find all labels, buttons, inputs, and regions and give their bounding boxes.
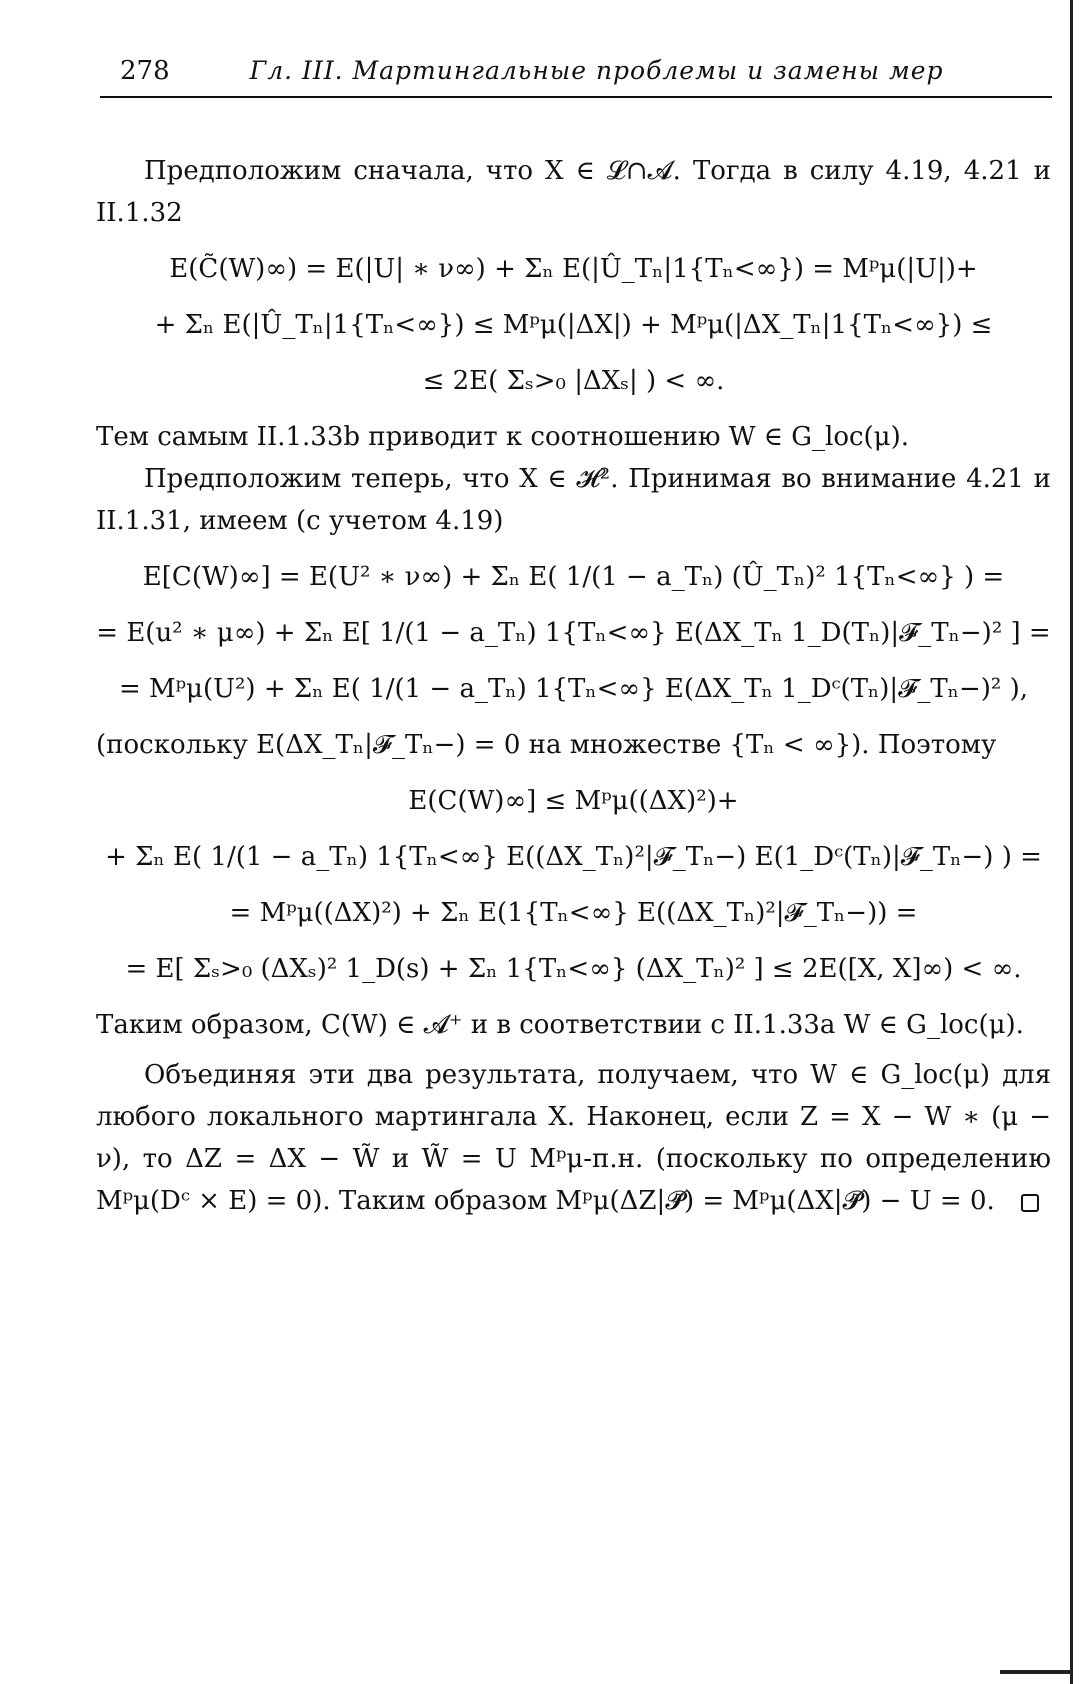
header-rule: [100, 96, 1052, 98]
page-edge-shadow: [1070, 0, 1073, 1684]
equation-3-line-2: + Σₙ E( 1/(1 − a_Tₙ) 1{Tₙ<∞} E((ΔX_Tₙ)²|𝓕_Tₙ−) E(1_Dᶜ(Tₙ)|𝓕_Tₙ−) ) =: [105, 842, 1042, 872]
paragraph-6-text: Объединяя эти два результата, получаем, что W ∈ G_loc(μ) для любого локального мартингала X. Наконец, если Z = X − W ∗ (μ − ν), то ΔZ = ΔX − W̃ и W̃ = U Mᵖμ-п.н. (поскольку по определению Mᵖμ(Dᶜ × E) = 0). Таким образом Mᵖμ(ΔZ|𝓟̃) = Mᵖμ(ΔX|𝓟̃) − U = 0.: [96, 1060, 1051, 1216]
paragraph-2: Тем самым II.1.33b приводит к соотношению W ∈ G_loc(μ).: [96, 422, 909, 452]
paragraph-5: Таким образом, C(W) ∈ 𝓐⁺ и в соответствии с II.1.33a W ∈ G_loc(μ).: [96, 1010, 1024, 1040]
paragraph-1: Предположим сначала, что X ∈ 𝓛∩𝓐. Тогда в силу 4.19, 4.21 и II.1.32: [96, 156, 1051, 228]
page-corner-mark: [1000, 1670, 1070, 1674]
equation-2-line-3: = Mᵖμ(U²) + Σₙ E( 1/(1 − a_Tₙ) 1{Tₙ<∞} E(ΔX_Tₙ 1_Dᶜ(Tₙ)|𝓕_Tₙ−)² ),: [118, 674, 1028, 704]
equation-3-line-4: = E[ Σₛ>₀ (ΔXₛ)² 1_D(s) + Σₙ 1{Tₙ<∞} (ΔX_Tₙ)² ] ≤ 2E([X, X]∞) < ∞.: [125, 954, 1022, 984]
page-number: 278: [120, 56, 170, 86]
equation-1-line-1: E(C̃(W)∞) = E(|U| ∗ ν∞) + Σₙ E(|Û_Tₙ|1{Tₙ<∞}) = Mᵖμ(|U|)+: [169, 254, 978, 284]
running-title: Гл. III. Мартингальные проблемы и замены мер: [249, 56, 944, 85]
page-header: [100, 56, 1050, 96]
page-body: [96, 150, 1051, 1222]
qed-box-icon: [1021, 1194, 1039, 1212]
equation-2-line-2: = E(u² ∗ μ∞) + Σₙ E[ 1/(1 − a_Tₙ) 1{Tₙ<∞} E(ΔX_Tₙ 1_D(Tₙ)|𝓕_Tₙ−)² ] =: [96, 618, 1051, 648]
equation-3-line-3: = Mᵖμ((ΔX)²) + Σₙ E(1{Tₙ<∞} E((ΔX_Tₙ)²|𝓕_Tₙ−)) =: [229, 898, 918, 928]
paragraph-3: Предположим теперь, что X ∈ 𝓗². Принимая во внимание 4.21 и II.1.31, имеем (с учетом 4.19): [96, 464, 1051, 536]
paragraph-4: (поскольку E(ΔX_Tₙ|𝓕_Tₙ−) = 0 на множестве {Tₙ < ∞}). Поэтому: [96, 730, 997, 760]
equation-3-line-1: E(C(W)∞] ≤ Mᵖμ((ΔX)²)+: [408, 786, 739, 816]
equation-1-line-3: ≤ 2E( Σₛ>₀ |ΔXₛ| ) < ∞.: [422, 366, 725, 396]
equation-2-line-1: E[C(W)∞] = E(U² ∗ ν∞) + Σₙ E( 1/(1 − a_Tₙ) (Û_Tₙ)² 1{Tₙ<∞} ) =: [142, 562, 1005, 592]
equation-1-line-2: + Σₙ E(|Û_Tₙ|1{Tₙ<∞}) ≤ Mᵖμ(|ΔX|) + Mᵖμ(|ΔX_Tₙ|1{Tₙ<∞}) ≤: [154, 310, 993, 340]
paragraph-6: [96, 1054, 1051, 1222]
